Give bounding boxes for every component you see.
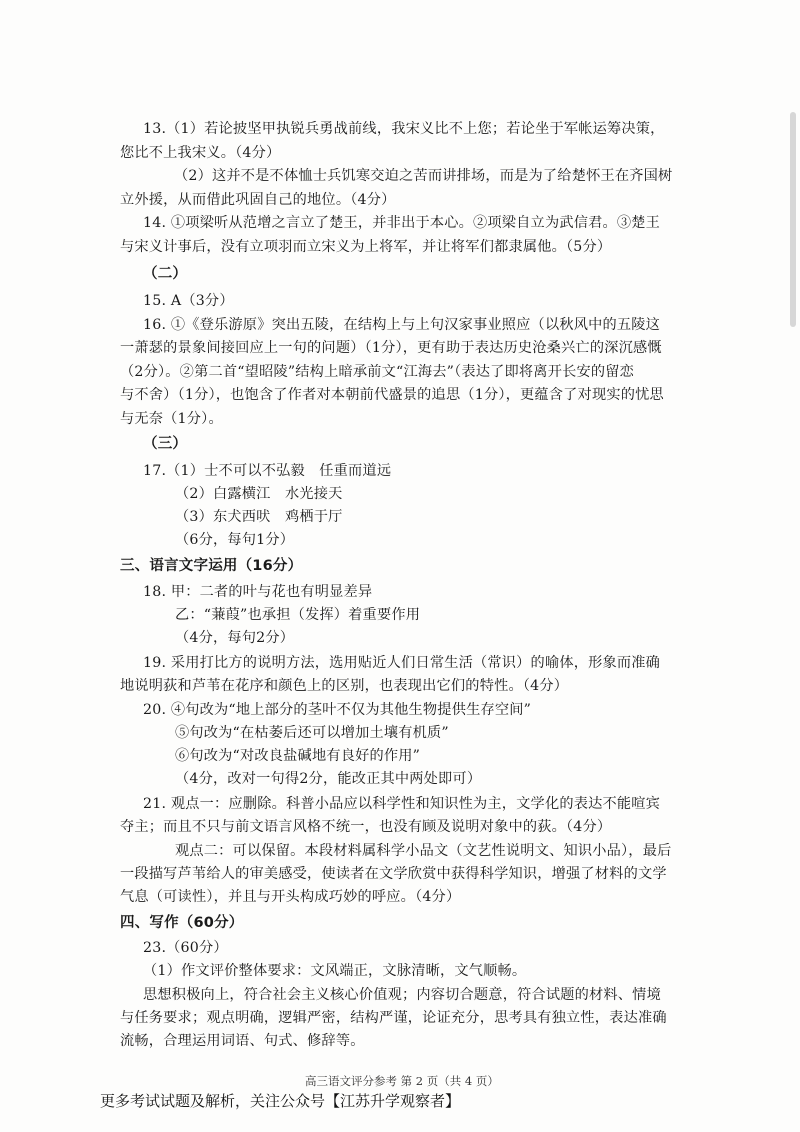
answer-14-line1: 14. ①项梁听从范增之言立了楚王，并非出于本心。②项梁自立为武信君。③楚王 — [143, 215, 661, 231]
promo-notice: 更多考试试题及解析，关注公众号【江苏升学观察者】 — [100, 1092, 461, 1110]
answer-18-b: 乙：“蒹葭”也承担（发挥）着重要作用 — [175, 607, 421, 623]
answer-18-score: （4分，每句2分） — [175, 630, 295, 646]
answer-23-line1: （1）作文评价整体要求：文风端正，文脉清晰，文气顺畅。 — [143, 963, 527, 979]
answer-16-line5: 与无奈（1分）。 — [120, 411, 223, 427]
answer-23-line3: 与任务要求；观点明确，逻辑严密，结构严谨，论证充分，思考具有独立性，表达准确 — [120, 1010, 667, 1026]
answer-13-1-line1: 13.（1）若论披坚甲执锐兵勇战前线，我宋义比不上您；若论坐于军帐运筹决策， — [143, 121, 665, 137]
section-heading-language-use: 三、语言文字运用（16分） — [120, 558, 303, 574]
answer-17-score: （6分，每句1分） — [175, 532, 295, 548]
answer-13-2-line1: （2）这并不是不体恤士兵饥寒交迫之苦而讲排场，而是为了给楚怀王在齐国树 — [174, 168, 673, 184]
answer-13-1-line2: 您比不上我宋义。（4分） — [120, 145, 281, 161]
answer-23-line4: 流畅，合理运用词语、句式、修辞等。 — [120, 1033, 365, 1049]
answer-16-line3: （2分）。②第二首“望昭陵”结构上暗承前文“江海去”（表达了即将离开长安的留恋 — [120, 364, 635, 380]
answer-13-2-line2: 立外援，从而借此巩固自己的地位。（4分） — [120, 192, 396, 208]
answer-16-line2: 一萧瑟的景象间接回应上一句的问题）（1分），更有助于表达历史沧桑兴亡的深沉感慨 — [120, 340, 662, 356]
section-heading-writing: 四、写作（60分） — [120, 915, 244, 931]
answer-21-line4: 一段描写芦苇给人的审美感受，使读者在文学欣赏中获得科学知识，增强了材料的文学 — [120, 866, 667, 882]
answer-15: 15. A（3分） — [143, 293, 234, 309]
answer-20-line1: 20. ④句改为“地上部分的茎叶不仅为其他生物提供生存空间” — [143, 702, 532, 718]
scrollbar-thumb[interactable] — [790, 112, 796, 327]
answer-20-line2: ⑤句改为“在枯萎后还可以增加土壤有机质” — [175, 725, 449, 741]
answer-16-line4: 与不舍）（1分），也饱含了作者对本朝前代盛景的追思（1分），更蕴含了对现实的忧思 — [120, 387, 664, 403]
answer-20-score: （4分，改对一句得2分，能改正其中两处即可） — [175, 771, 482, 787]
answer-17-2: （2）白露横江 水光接天 — [175, 486, 343, 502]
answer-21-line2: 夺主；而且不只与前文语言风格不统一，也没有顾及说明对象中的荻。（4分） — [120, 819, 612, 835]
answer-18-a: 18. 甲：二者的叶与花也有明显差异 — [143, 584, 373, 600]
answer-17-3: （3）东犬西吠 鸡栖于厅 — [175, 509, 343, 525]
answer-19-line2: 地说明荻和芦苇在花序和颜色上的区别，也表现出它们的特性。（4分） — [120, 678, 569, 694]
answer-17-1: 17.（1）士不可以不弘毅 任重而道远 — [143, 463, 392, 479]
answer-14-line2: 与宋义计事后，没有立项羽而立宋义为上将军，并让将军们都隶属他。（5分） — [120, 239, 612, 255]
answer-20-line3: ⑥句改为“对改良盐碱地有良好的作用” — [175, 748, 421, 764]
section-heading-2: （二） — [143, 266, 188, 282]
answer-23-head: 23.（60分） — [143, 940, 228, 956]
page-footer-label: 高三语文评分参考 第 2 页（共 4 页） — [305, 1074, 499, 1088]
answer-21-line5: 气息（可读性），并且与开头构成巧妙的呼应。（4分） — [120, 889, 461, 905]
answer-19-line1: 19. 采用打比方的说明方法，选用贴近人们日常生活（常识）的喻体，形象而准确 — [143, 655, 661, 671]
answer-21-line3: 观点二：可以保留。本段材料属科学小品文（文艺性说明文、知识小品），最后 — [175, 843, 672, 859]
answer-21-line1: 21. 观点一：应删除。科普小品应以科学性和知识性为主，文学化的表达不能喧宾 — [143, 796, 661, 812]
section-heading-3: （三） — [143, 436, 188, 452]
answer-16-line1: 16. ①《登乐游原》突出五陵，在结构上与上句汉家事业照应（以秋风中的五陵这 — [143, 317, 661, 333]
answer-23-line2: 思想积极向上，符合社会主义核心价值观；内容切合题意，符合试题的材料、情境 — [143, 987, 661, 1003]
